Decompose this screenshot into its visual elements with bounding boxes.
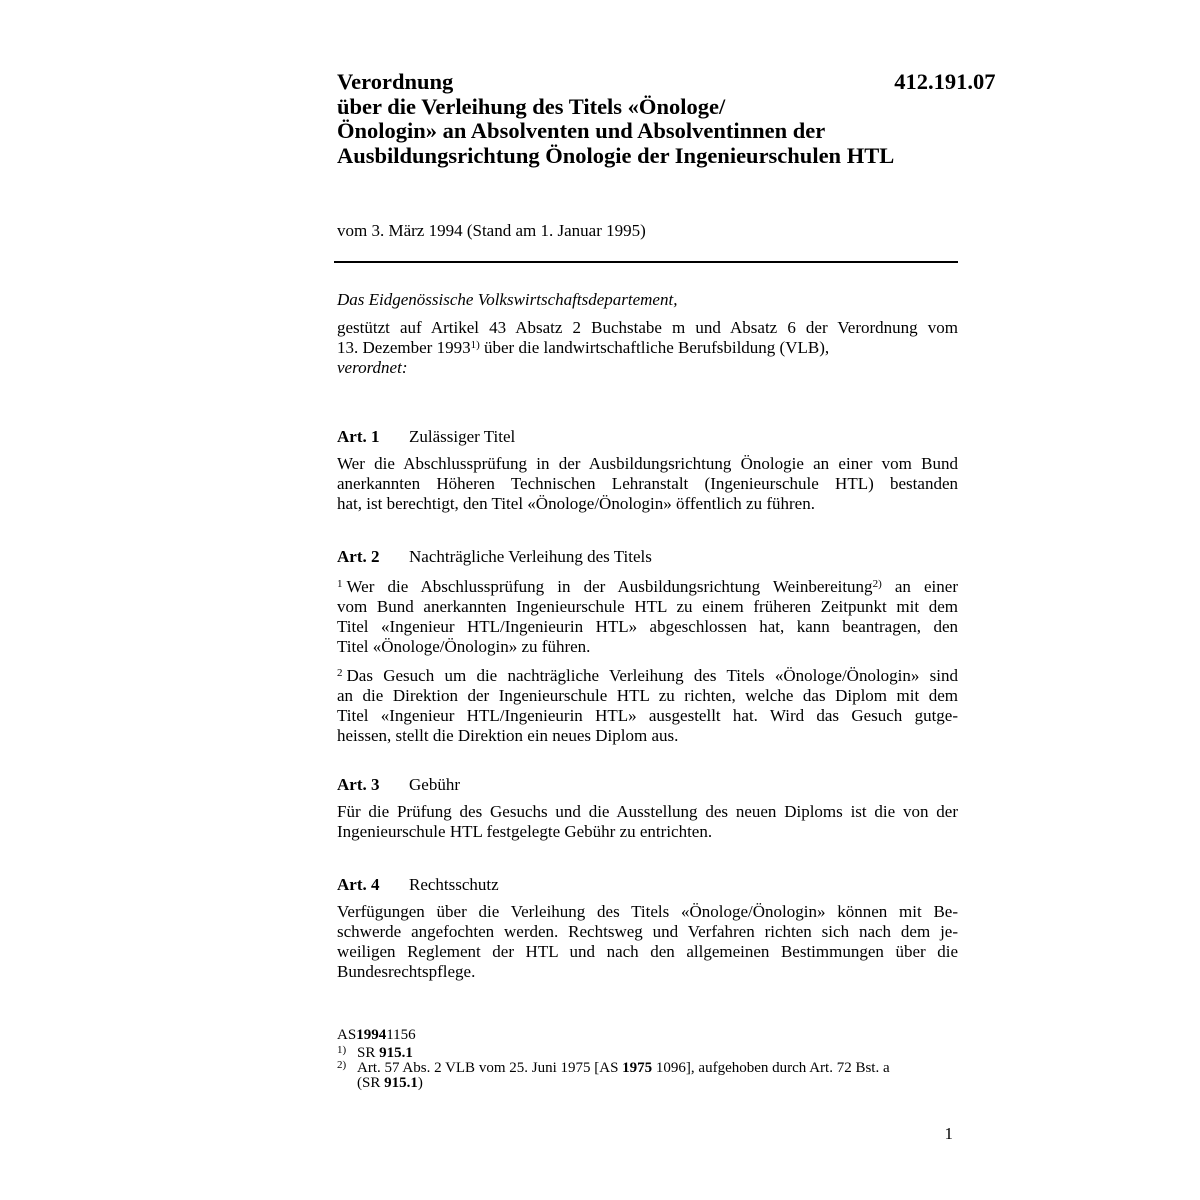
text-line: Ingenieurschule HTL festgelegte Gebühr zu entrichten. — [337, 822, 713, 841]
date-line: vom 3. März 1994 (Stand am 1. Januar 1995) — [337, 221, 646, 240]
footnote-mark: 1) — [337, 1044, 347, 1056]
as-reference — [337, 1028, 958, 1043]
article-heading — [337, 426, 958, 448]
paragraph-text: Wer die Abschlussprüfung in der Ausbildungsrichtung Weinbereitung — [346, 577, 873, 596]
article-heading — [337, 546, 958, 568]
footnote-year: 1975 — [622, 1060, 653, 1076]
document-page — [337, 0, 996, 1200]
footnote-text — [357, 1076, 958, 1091]
text-line: heissen, stellt die Direktion ein neues Diplom aus. — [337, 726, 679, 745]
footnote-text-part: ) — [417, 1075, 423, 1091]
preamble-basis-text: 13. Dezember 1993 — [337, 338, 471, 357]
article-2 — [337, 546, 958, 746]
footnote-sr: 915.1 — [384, 1075, 418, 1091]
text-line: Titel «Önologe/Önologin» zu führen. — [337, 637, 591, 656]
title-line: Ausbildungsrichtung Önologie der Ingenieurschulen HTL — [337, 142, 895, 168]
title-line: Önologin» an Absolventen und Absolventinnen der — [337, 118, 826, 143]
preamble-verordnet: verordnet: — [337, 358, 408, 377]
paragraph-text: Das Gesuch um die nachträgliche Verleihung des Titels «Önologe/Önologin» sind — [346, 666, 958, 685]
text-line: vom Bund anerkannten Ingenieurschule HTL zu einem früheren Zeitpunkt mit dem — [337, 597, 958, 616]
footnote-prefix: SR — [357, 1045, 380, 1061]
article-heading — [337, 774, 958, 796]
text-line: Für die Prüfung des Gesuchs und die Ausstellung des neuen Diploms ist die von der — [337, 802, 958, 821]
article-heading — [337, 874, 958, 896]
text-line — [337, 574, 958, 597]
footnote-text — [357, 1061, 958, 1076]
footnote-text-part: 1096], aufgehoben durch Art. 72 Bst. a — [652, 1060, 890, 1076]
article-paragraph-1 — [337, 574, 958, 657]
text-line: Titel «Ingenieur HTL/Ingenieurin HTL» ausgestellt hat. Wird das Gesuch gutge- — [337, 706, 958, 725]
article-title: Rechtsschutz — [409, 875, 499, 894]
preamble-basis-line — [337, 338, 958, 358]
footnote-text-part: (SR — [357, 1075, 385, 1091]
article-text — [337, 902, 958, 982]
article-3 — [337, 774, 958, 842]
article-1 — [337, 426, 958, 514]
footnote-mark: 2) — [337, 1059, 347, 1071]
paragraph-text: an einer — [881, 577, 958, 596]
article-title: Gebühr — [409, 775, 460, 794]
article-number: Art. 2 — [337, 547, 380, 566]
preamble-basis-line: gestützt auf Artikel 43 Absatz 2 Buchstabe m und Absatz 6 der Verordnung vom — [337, 318, 958, 337]
text-line: anerkannten Höheren Technischen Lehranstalt (Ingenieurschule HTL) bestanden — [337, 474, 958, 493]
article-title: Nachträgliche Verleihung des Titels — [409, 547, 652, 566]
text-line: weiligen Reglement der HTL und nach den allgemeinen Bestimmungen über die — [337, 942, 958, 961]
header-divider — [334, 261, 958, 263]
footnote-ref-1[interactable]: 1) — [470, 339, 480, 351]
text-line: schwerde angefochten werden. Rechtsweg und Verfahren richten sich nach dem je- — [337, 922, 958, 941]
as-prefix: AS — [337, 1027, 357, 1043]
text-line: Titel «Ingenieur HTL/Ingenieurin HTL» abgeschlossen hat, kann beantragen, den — [337, 617, 958, 636]
ordinance-title — [337, 70, 894, 168]
footnote-indent — [337, 1073, 357, 1088]
footnote-2-cont — [337, 1076, 958, 1091]
article-number: Art. 3 — [337, 775, 380, 794]
title-line: Verordnung — [337, 69, 454, 94]
footnotes — [337, 1028, 958, 1091]
paragraph-number: 1 — [337, 578, 343, 590]
footnote-text-part: Art. 57 Abs. 2 VLB vom 25. Juni 1975 [AS — [357, 1060, 623, 1076]
footnote-2 — [337, 1061, 958, 1076]
paragraph-number: 2 — [337, 667, 343, 679]
text-line — [337, 663, 958, 686]
text-line: Verfügungen über die Verleihung des Titels «Önologe/Önologin» können mit Be- — [337, 902, 958, 921]
article-number: Art. 4 — [337, 875, 380, 894]
document-header — [337, 69, 996, 168]
article-text — [337, 802, 958, 842]
text-line: Bundesrechtspflege. — [337, 962, 476, 981]
article-paragraph-2 — [337, 663, 958, 746]
footnote-sr: 915.1 — [379, 1045, 413, 1061]
footnote-1 — [337, 1046, 958, 1061]
sr-number: 412.191.07 — [894, 69, 996, 94]
page-number: 1 — [944, 1124, 953, 1143]
preamble-authority: Das Eidgenössische Volkswirtschaftsdepartement, — [337, 290, 678, 309]
article-number: Art. 1 — [337, 427, 380, 446]
text-line: an die Direktion der Ingenieurschule HTL zu richten, welche das Diplom mit dem — [337, 686, 958, 705]
text-line: Wer die Abschlussprüfung in der Ausbildungsrichtung Önologie an einer vom Bund — [337, 454, 958, 473]
as-year: 1994 — [356, 1027, 387, 1043]
article-4 — [337, 874, 958, 982]
footnote-text — [357, 1046, 958, 1061]
preamble — [337, 290, 958, 378]
preamble-basis-text: über die landwirtschaftliche Berufsbildung (VLB), — [479, 338, 830, 357]
footnote-ref-2[interactable]: 2) — [872, 578, 882, 590]
text-line: hat, ist berechtigt, den Titel «Önologe/Önologin» öffentlich zu führen. — [337, 494, 815, 513]
preamble-basis — [337, 318, 958, 358]
title-line: über die Verleihung des Titels «Önologe/ — [337, 93, 726, 119]
as-page: 1156 — [386, 1027, 416, 1043]
article-text — [337, 454, 958, 514]
article-title: Zulässiger Titel — [409, 427, 516, 446]
